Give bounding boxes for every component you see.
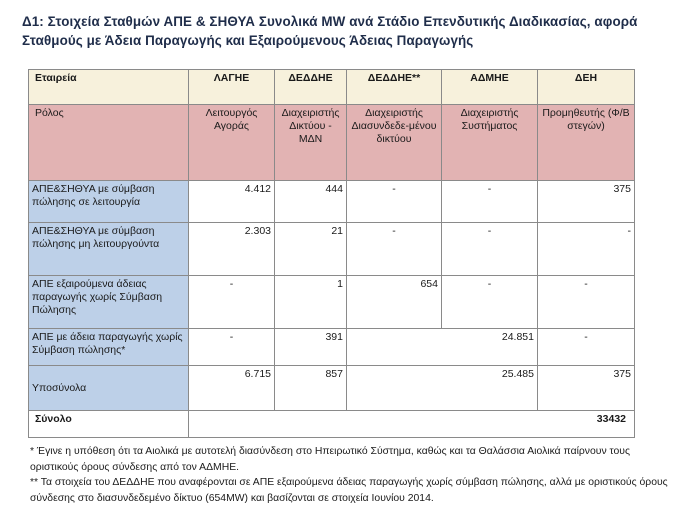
cell-value: - [347, 181, 442, 223]
row-label: ΑΠΕ&ΣΗΘΥΑ με σύμβαση πώλησης μη λειτουργούντα [29, 223, 189, 276]
cell-value: 391 [275, 329, 347, 366]
page-title: Δ1: Στοιχεία Σταθμών ΑΠΕ & ΣΗΘΥΑ Συνολικά MW ανά Στάδιο Επενδυτικής Διαδικασίας, αφορά Σταθμούς με Άδεια Παραγωγής και Εξαιρούμενους Άδειας Παραγωγής [22, 14, 638, 48]
cell-value: 654 [347, 276, 442, 329]
table-row [29, 276, 635, 329]
total-value: 33432 [189, 411, 635, 438]
cell-value: - [442, 181, 538, 223]
cell-value: 375 [538, 181, 635, 223]
role-row [29, 105, 635, 181]
cell-value: - [442, 223, 538, 276]
table-row [29, 223, 635, 276]
role-cell: Διαχειριστής Συστήματος [442, 105, 538, 181]
header-row [29, 70, 635, 105]
role-label: Ρόλος [29, 105, 189, 181]
cell-value: - [538, 276, 635, 329]
cell-value: 6.715 [189, 366, 275, 411]
cell-value: 857 [275, 366, 347, 411]
role-cell: Λειτουργός Αγοράς [189, 105, 275, 181]
role-cell: Διαχειριστής Δικτύου - ΜΔΝ [275, 105, 347, 181]
cell-value: 4.412 [189, 181, 275, 223]
header-lagie: ΛΑΓΗΕ [189, 70, 275, 105]
cell-value: - [347, 223, 442, 276]
table-row [29, 181, 635, 223]
total-row [29, 411, 635, 438]
header-admie: ΑΔΜΗΕ [442, 70, 538, 105]
role-cell: Προμηθευτής (Φ/Β στεγών) [538, 105, 635, 181]
subtotal-row [29, 366, 635, 411]
header-deddie: ΔΕΔΔΗΕ [275, 70, 347, 105]
cell-value: 444 [275, 181, 347, 223]
header-deddie-interconnected: ΔΕΔΔΗΕ** [347, 70, 442, 105]
row-label: ΑΠΕ εξαιρούμενα άδειας παραγωγής χωρίς Σύμβαση Πώλησης [29, 276, 189, 329]
cell-value-merged: 24.851 [347, 329, 538, 366]
footnotes [30, 444, 670, 506]
row-label: Υποσύνολα [29, 366, 189, 411]
footnote: * Έγινε η υπόθεση ότι τα Αιολικά με αυτοτελή διασύνδεση στο Ηπειρωτικό Σύστημα, καθώς και τα Θαλάσσια Αιολικά παίρνουν τους οριστικούς όρους σύνδεσης από τον ΑΔΜΗΕ. [30, 446, 630, 473]
cell-value: 2.303 [189, 223, 275, 276]
header-dei: ΔΕΗ [538, 70, 635, 105]
total-label: Σύνολο [29, 411, 189, 438]
table-row [29, 329, 635, 366]
row-label: ΑΠΕ με άδεια παραγωγής χωρίς Σύμβαση πώλησης* [29, 329, 189, 366]
cell-value: 1 [275, 276, 347, 329]
cell-value-merged: 25.485 [347, 366, 538, 411]
data-table [28, 69, 635, 438]
cell-value: - [442, 276, 538, 329]
row-label: ΑΠΕ&ΣΗΘΥΑ με σύμβαση πώλησης σε λειτουργία [29, 181, 189, 223]
cell-value: - [189, 276, 275, 329]
cell-value: 21 [275, 223, 347, 276]
header-company: Εταιρεία [29, 70, 189, 105]
cell-value: 375 [538, 366, 635, 411]
footnote: ** Τα στοιχεία του ΔΕΔΔΗΕ που αναφέρονται σε ΑΠΕ εξαιρούμενα άδειας παραγωγής χωρίς σύμβαση πώλησης, αλλά με οριστικούς όρους σύνδεσης στο διασυνδεδεμένο δίκτυο (654MW) και βασίζονται σε στοιχεία Ιουνίου 2014. [30, 477, 668, 504]
cell-value: - [189, 329, 275, 366]
cell-value: - [538, 223, 635, 276]
cell-value: - [538, 329, 635, 366]
role-cell: Διαχειριστής Διασυνδεδε-μένου δικτύου [347, 105, 442, 181]
